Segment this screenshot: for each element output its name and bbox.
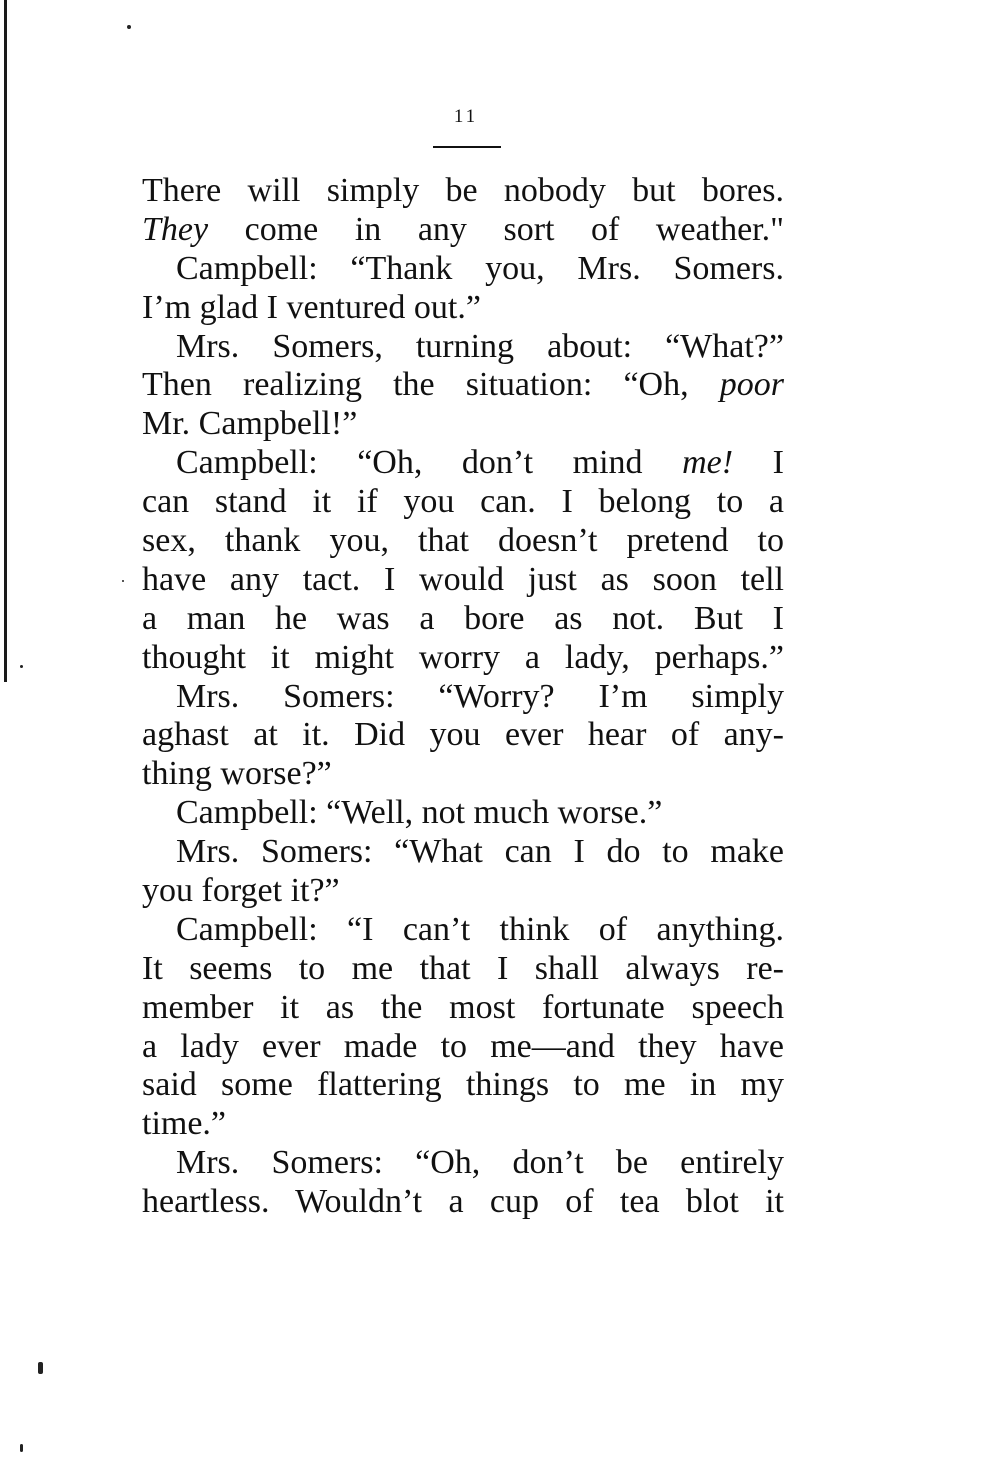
page-edge-rule bbox=[4, 0, 7, 682]
emphasis: They bbox=[142, 210, 209, 248]
text-line: Campbell: “Thank you, Mrs. Somers. bbox=[176, 249, 784, 287]
text-line: Mr. Campbell!” bbox=[142, 405, 358, 443]
scan-speck bbox=[122, 580, 124, 582]
emphasis: me! bbox=[682, 444, 734, 482]
text-line: time.” bbox=[142, 1105, 227, 1143]
text-line: There will simply be nobody but bores. bbox=[142, 172, 784, 209]
text-line: heartless. Wouldn’t a cup of tea blot it bbox=[142, 1183, 784, 1221]
text-line: thing worse?” bbox=[142, 755, 332, 793]
page-number-rule bbox=[433, 146, 501, 148]
text-line: thought it might worry a lady, perhaps.” bbox=[142, 638, 784, 676]
text-line: Mrs. Somers: “What can I do to make bbox=[176, 833, 784, 871]
text-line: Mrs. Somers, turning about: “What?” bbox=[176, 327, 784, 365]
text-line: Campbell: “I can’t think of anything. bbox=[176, 910, 784, 948]
text-line: you forget it?” bbox=[142, 872, 340, 910]
text-line: can stand it if you can. I belong to a bbox=[142, 483, 784, 521]
text-line: It seems to me that I shall always re- bbox=[142, 949, 784, 987]
text-line: Campbell: “Oh, don’t mind me! I bbox=[176, 444, 784, 482]
text-line: a lady ever made to me—and they have bbox=[142, 1027, 784, 1065]
scan-speck bbox=[20, 1444, 23, 1452]
text-line: I’m glad I ventured out.” bbox=[142, 288, 481, 326]
text-line: have any tact. I would just as soon tell bbox=[142, 560, 784, 598]
text-line: Mrs. Somers: “Worry? I’m simply bbox=[176, 677, 784, 715]
body-text bbox=[142, 172, 784, 1222]
text-line: aghast at it. Did you ever hear of any- bbox=[142, 716, 784, 754]
text-line: said some flattering things to me in my bbox=[142, 1066, 784, 1104]
text-line: They come in any sort of weather." bbox=[142, 210, 784, 248]
text-line: a man he was a bore as not. But I bbox=[142, 599, 784, 637]
text-line: member it as the most fortunate speech bbox=[142, 988, 784, 1026]
text-line: Mrs. Somers: “Oh, don’t be entirely bbox=[176, 1144, 784, 1182]
scan-speck bbox=[127, 25, 131, 29]
text-line: Campbell: “Well, not much worse.” bbox=[176, 794, 663, 832]
page-number: 11 bbox=[453, 106, 479, 127]
emphasis: poor bbox=[719, 366, 784, 404]
text-line: Then realizing the situation: “Oh, poor bbox=[142, 366, 784, 404]
scan-speck bbox=[20, 665, 23, 668]
text-line: sex, thank you, that doesn’t pretend to bbox=[142, 522, 784, 560]
scan-speck bbox=[38, 1362, 43, 1374]
